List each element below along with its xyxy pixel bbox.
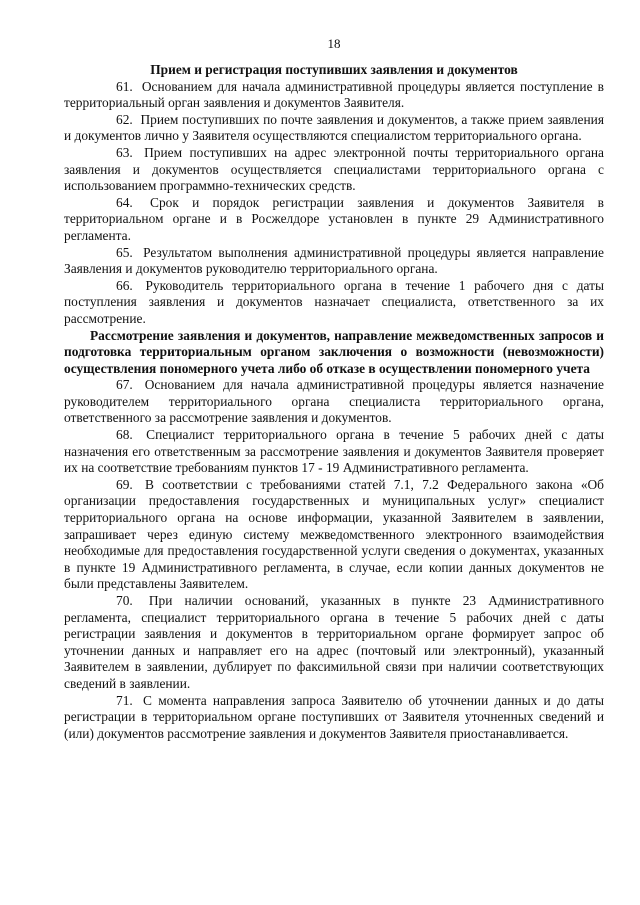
paragraph-text: Основанием для начала административной процедуры является поступление в территориальный орган заявления и документов Заявителя. (64, 78, 604, 111)
paragraph-number: 61. (116, 78, 133, 94)
paragraph-71 (64, 693, 604, 743)
paragraph-number: 68. (116, 427, 133, 443)
paragraph-70 (64, 593, 604, 693)
paragraph-text: Прием поступивших по почте заявления и документов, а также прием заявления и документов лично у Заявителя осуществляются специалистом территориального органа. (64, 111, 604, 144)
paragraph-text: С момента направления запроса Заявителю об уточнении данных и до даты регистрации в территориальном органе поступивших от Заявителя уточненных сведений и (или) документов рассмотрение заявления и документов Заявителя приостанавливается. (64, 692, 604, 741)
paragraph-66 (64, 278, 604, 328)
paragraph-number: 66. (116, 277, 133, 293)
paragraph-text: Специалист территориального органа в течение 5 рабочих дней с даты назначения его ответственным за рассмотрение заявления и документов Заявителя проверяет их на соответствие требованиям пунктов 17 - 19 Административного регламента. (64, 427, 604, 476)
paragraph-62 (64, 112, 604, 145)
paragraph-text: Основанием для начала административной процедуры является назначение руководителем территориального органа специалиста территориального органа, ответственного за рассмотрение заявления и документов. (64, 377, 604, 426)
paragraph-number: 70. (116, 593, 133, 608)
paragraph-number: 69. (116, 476, 133, 492)
paragraph-number: 64. (116, 194, 133, 210)
paragraph-text: Руководитель территориального органа в течение 1 рабочего дня с даты поступления заявления и документов назначает специалиста, ответственного за их рассмотрение. (64, 277, 604, 326)
paragraph-number: 65. (116, 244, 133, 260)
paragraph-68 (64, 427, 604, 477)
paragraph-number: 71. (116, 692, 133, 708)
paragraph-number: 63. (116, 144, 133, 160)
paragraph-text: В соответствии с требованиями статей 7.1, 7.2 Федерального закона «Об организации предоставления государственных и муниципальных услуг» специалист территориального органа на основе информации, указанной Заявителем в заявлении, запрашивает через единую систему межведомственного электронного взаимодействия необходимые для предоставления государственной услуги сведения о документах, указанных в пункте 19 Административного регламента, в случае, если копии данных документов не были представлены Заявителем. (64, 476, 604, 592)
page-number: 18 (327, 36, 341, 51)
paragraph-67 (64, 377, 604, 427)
paragraph-text: Срок и порядок регистрации заявления и документов Заявителя в территориальном органе и в Росжелдоре установлен в пункте 29 Административного регламента. (64, 194, 604, 243)
paragraph-number: 62. (116, 111, 133, 127)
section-heading-review: Рассмотрение заявления и документов, направление межведомственных запросов и подготовка территориальным органом заключения о возможности (невозможности) осуществления пономерного учета либо об отказе в осуществлении пономерного учета (64, 327, 604, 376)
paragraph-65 (64, 245, 604, 278)
paragraph-text: При наличии оснований, указанных в пункте 23 Административного регламента, специалист территориального органа в течение 5 рабочих дней с даты регистрации заявления и документов в территориальном органе формирует запрос об уточнении данных и направляет его на адрес (почтовый или электронный), указанный Заявителем в заявлении, дублирует по факсимильной связи при наличии соответствующих сведений в заявлении. (64, 593, 604, 691)
section-heading-reception: Прием и регистрация поступивших заявления и документов (150, 62, 518, 77)
paragraph-63 (64, 145, 604, 195)
paragraph-text: Результатом выполнения административной процедуры является направление Заявления и документов руководителю территориального органа. (64, 244, 604, 277)
paragraph-61 (64, 79, 604, 112)
paragraph-text: Прием поступивших на адрес электронной почты территориального органа заявления и документов осуществляется специалистами территориального органа с использованием программно-технических средств. (64, 144, 604, 194)
paragraph-number: 67. (116, 377, 133, 393)
paragraph-69 (64, 477, 604, 593)
paragraph-64 (64, 195, 604, 245)
